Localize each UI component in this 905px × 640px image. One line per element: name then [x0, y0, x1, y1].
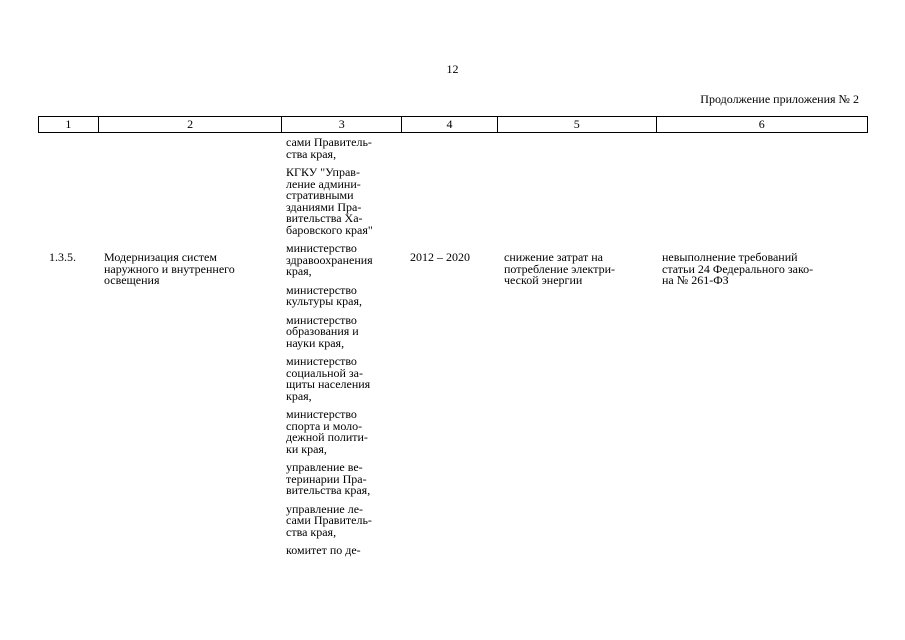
executor-entry: КГКУ "Управ- ление админи- стративными зданиями Пра- вительства Ха- баровского края": [286, 165, 373, 237]
executors-column: [286, 137, 404, 564]
page-number: 12: [446, 62, 459, 76]
implementation-period: 2012 – 2020: [410, 250, 470, 264]
header-cell-5: 5: [498, 117, 657, 132]
header-cell-3: 3: [282, 117, 402, 132]
executor-entry: министерство социальной за- щиты населения края,: [286, 354, 371, 403]
header-cell-4: 4: [402, 117, 498, 132]
executor-entry: комитет по де-: [286, 543, 361, 557]
measure-name: Модернизация систем наружного и внутреннего освещения: [104, 250, 235, 287]
non-implementation-consequence: невыполнение требований статьи 24 Федерального зако- на № 261-ФЗ: [662, 250, 814, 287]
header-cell-1: 1: [39, 117, 99, 132]
header-cell-6: 6: [758, 117, 765, 131]
executor-entry: сами Правитель- ства края,: [286, 135, 372, 161]
row-number: 1.3.5.: [49, 250, 76, 264]
executor-entry: управление ве- теринарии Пра- вительства края,: [286, 460, 371, 497]
executor-entry: министерство культуры края,: [286, 282, 362, 308]
table-header-row: [38, 116, 868, 133]
executor-entry: управление ле- сами Правитель- ства края,: [286, 501, 372, 539]
expected-result: снижение затрат на потребление электри- ческой энергии: [504, 250, 615, 287]
executor-entry: министерство образования и науки края,: [286, 312, 359, 350]
executor-entry: министерство спорта и моло- дежной полити- ки края,: [286, 407, 368, 456]
continuation-label: Продолжение приложения № 2: [700, 92, 859, 106]
executor-entry: министерство здравоохранения края,: [286, 241, 373, 278]
header-cell-2: 2: [99, 117, 283, 132]
